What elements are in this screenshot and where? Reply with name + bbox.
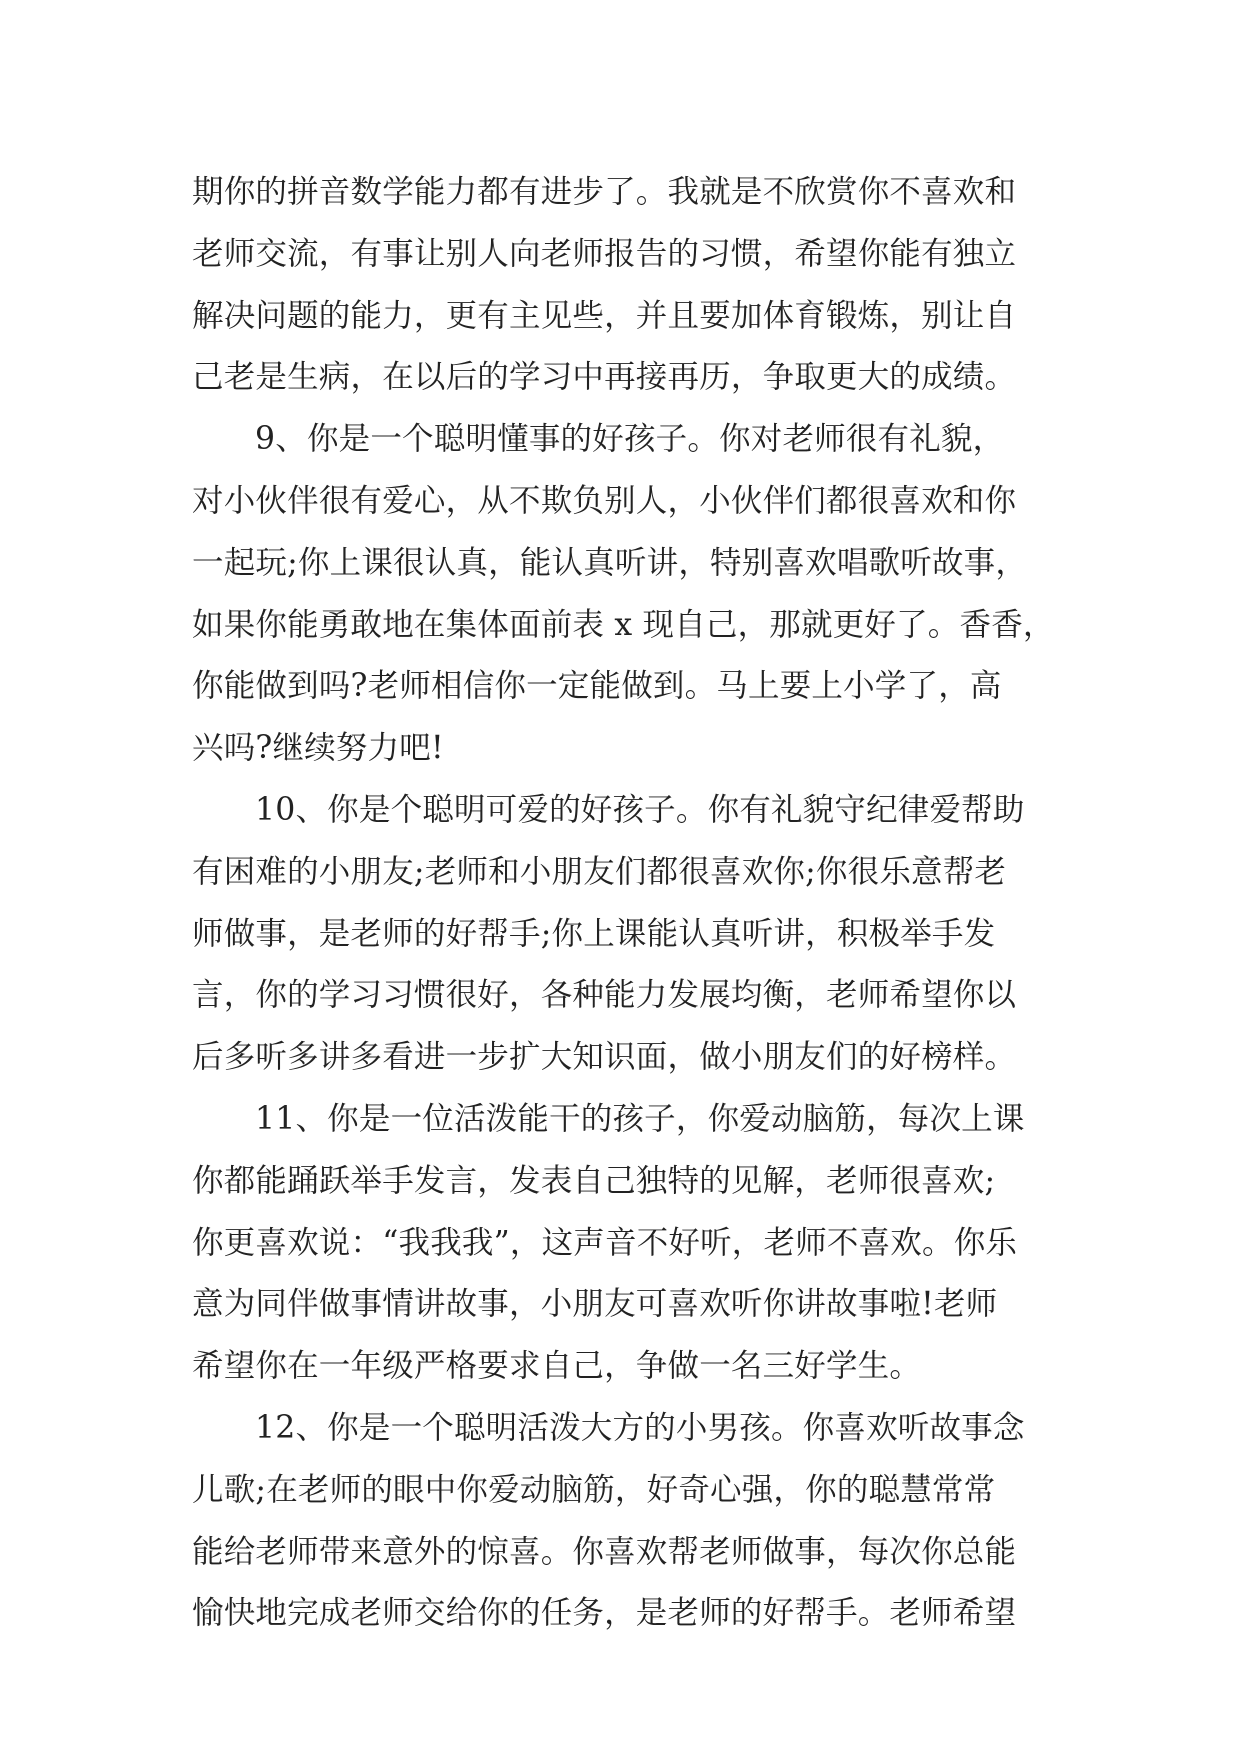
text-line: 言，你的学习习惯很好，各种能力发展均衡，老师希望你以 [192, 977, 1017, 1014]
paragraph-10-start: 10、你是个聪明可爱的好孩子。你有礼貌守纪律爱帮助 [255, 791, 1025, 828]
text-line: 师做事，是老师的好帮手;你上课能认真听讲，积极举手发 [192, 915, 996, 952]
text-line: 希望你在一年级严格要求自己，争做一名三好学生。 [192, 1348, 922, 1385]
text-line: 愉快地完成老师交给你的任务，是老师的好帮手。老师希望 [192, 1595, 1017, 1632]
text-line: 意为同伴做事情讲故事，小朋友可喜欢听你讲故事啦!老师 [192, 1286, 998, 1323]
text-line: 儿歌;在老师的眼中你爱动脑筋，好奇心强，你的聪慧常常 [192, 1471, 996, 1508]
paragraph-11-start: 11、你是一位活泼能干的孩子，你爱动脑筋，每次上课 [255, 1100, 1025, 1137]
paragraph-9-start: 9、你是一个聪明懂事的好孩子。你对老师很有礼貌， [255, 421, 1005, 458]
body-text [192, 162, 1072, 1645]
text-line: 后多听多讲多看进一步扩大知识面，做小朋友们的好榜样。 [192, 1039, 1017, 1076]
text-line: 能给老师带来意外的惊喜。你喜欢帮老师做事，每次你总能 [192, 1533, 1017, 1570]
text-line: 兴吗?继续努力吧! [192, 730, 444, 767]
text-line: 对小伙伴很有爱心，从不欺负别人，小伙伴们都很喜欢和你 [192, 482, 1017, 519]
text-line: 如果你能勇敢地在集体面前表 x 现自己，那就更好了。香香， [192, 606, 1055, 643]
text-line: 解决问题的能力，更有主见些，并且要加体育锻炼，别让自 [192, 297, 1017, 334]
text-line: 你都能踊跃举手发言，发表自己独特的见解，老师很喜欢; [192, 1162, 996, 1199]
paragraph-12-start: 12、你是一个聪明活泼大方的小男孩。你喜欢听故事念 [255, 1409, 1025, 1446]
text-line: 期你的拼音数学能力都有进步了。我就是不欣赏你不喜欢和 [192, 174, 1017, 210]
text-line: 有困难的小朋友;老师和小朋友们都很喜欢你;你很乐意帮老 [192, 853, 1007, 890]
text-line: 己老是生病，在以后的学习中再接再历，争取更大的成绩。 [192, 359, 1017, 396]
text-line: 老师交流，有事让别人向老师报告的习惯，希望你能有独立 [192, 235, 1017, 272]
text-line: 你能做到吗?老师相信你一定能做到。马上要上小学了，高 [192, 668, 1002, 705]
text-line: 一起玩;你上课很认真，能认真听讲，特别喜欢唱歌听故事， [192, 544, 1028, 581]
text-line: 你更喜欢说：“我我我”，这声音不好听，老师不喜欢。你乐 [192, 1224, 1018, 1261]
